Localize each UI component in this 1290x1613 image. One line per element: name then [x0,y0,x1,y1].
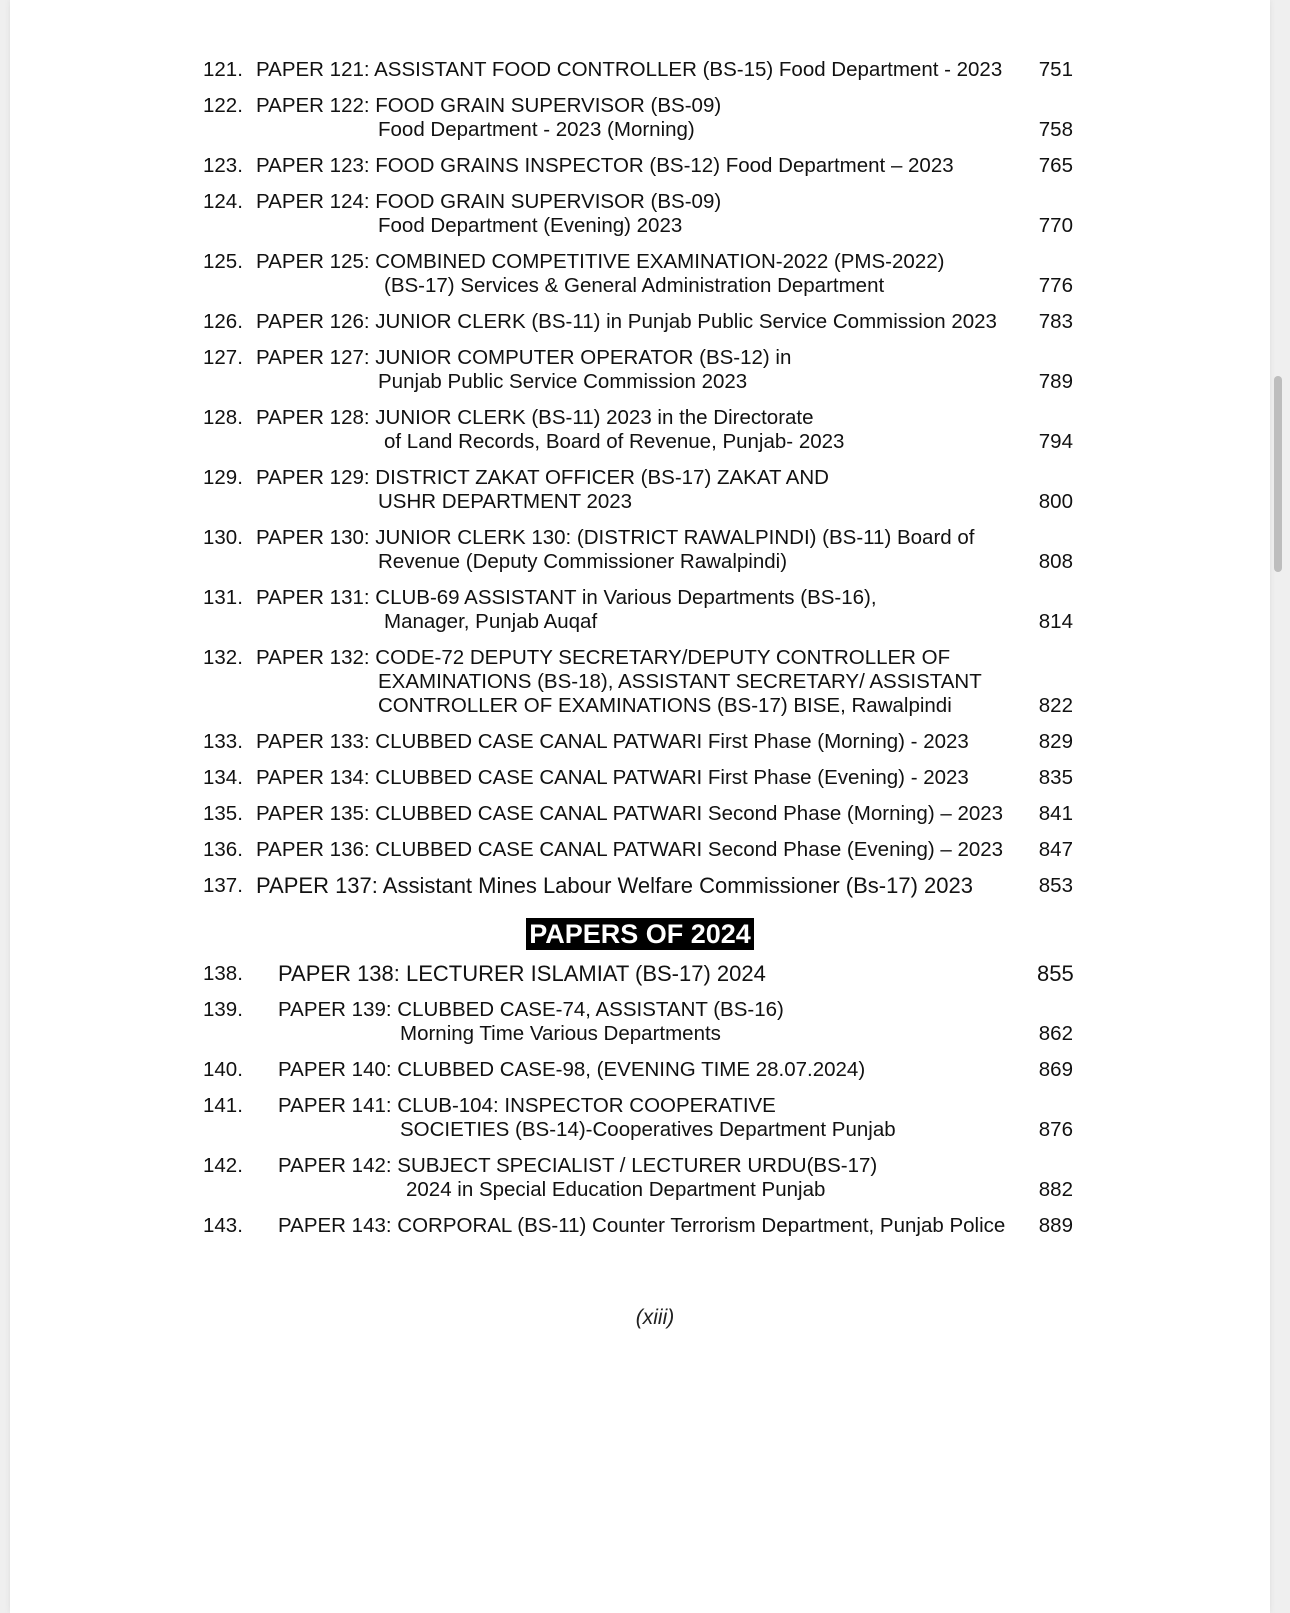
toc-entry-title-line: PAPER 135: CLUBBED CASE CANAL PATWARI Second Phase (Morning) – 2023 [256,802,1004,825]
toc-entry-title-line: Punjab Public Service Commission 2023 [378,370,748,393]
toc-entry-title [256,766,1046,790]
toc-entry-title [256,730,1046,754]
toc-entry-page: 765 [1038,154,1073,177]
toc-entry-page: 800 [1038,490,1073,513]
toc-entry-number: 138. [203,962,243,985]
toc-entry-title-line: PAPER 139: CLUBBED CASE-74, ASSISTANT (BS-16) [278,998,784,1021]
toc-entry-title [278,1214,1068,1238]
toc-entry-page: 835 [1038,766,1073,789]
toc-entry-title [256,346,1046,394]
toc-entry-page: 829 [1038,730,1073,753]
toc-entry-number: 142. [203,1154,243,1177]
toc-entry-title-line: PAPER 129: DISTRICT ZAKAT OFFICER (BS-17) ZAKAT AND [256,466,829,489]
toc-entry[interactable] [10,998,1270,1046]
toc-entry-number: 137. [203,874,243,897]
toc-entry-title-line: PAPER 141: CLUB-104: INSPECTOR COOPERATIVE [278,1094,776,1117]
toc-entry-page: 853 [1038,874,1073,897]
toc-entry-page: 876 [1038,1118,1073,1141]
toc-entry-page: 862 [1038,1022,1073,1045]
toc-entry[interactable] [10,838,1270,862]
toc-entry-title-line: PAPER 126: JUNIOR CLERK (BS-11) in Punjab Public Service Commission 2023 [256,310,997,333]
toc-entry-title-line: PAPER 133: CLUBBED CASE CANAL PATWARI First Phase (Morning) - 2023 [256,730,969,753]
toc-entry-number: 131. [203,586,243,609]
toc-entry-page: 751 [1038,58,1073,81]
scrollbar-thumb[interactable] [1274,376,1282,572]
toc-entry[interactable] [10,766,1270,790]
toc-entry-title [256,646,1046,718]
toc-entry-number: 125. [203,250,243,273]
toc-entry-page: 814 [1038,610,1073,633]
toc-entry[interactable] [10,94,1270,142]
toc-entry-number: 126. [203,310,243,333]
toc-entry[interactable] [10,250,1270,298]
toc-entry-page: 808 [1038,550,1073,573]
page-number: (xiii) [635,1306,675,1329]
toc-entry-title-line: PAPER 138: LECTURER ISLAMIAT (BS-17) 2024 [278,961,766,986]
toc-entry[interactable] [10,466,1270,514]
section-heading-wrap [10,918,1290,950]
toc-entry-page: 822 [1038,694,1073,717]
toc-entry-number: 123. [203,154,243,177]
toc-entry-title [256,58,1046,82]
toc-entry[interactable] [10,962,1270,986]
toc-entry[interactable] [10,646,1270,718]
toc-entry-title-line: PAPER 134: CLUBBED CASE CANAL PATWARI First Phase (Evening) - 2023 [256,766,969,789]
toc-entry-title-line: PAPER 125: COMBINED COMPETITIVE EXAMINATION-2022 (PMS-2022) [256,250,945,273]
toc-entry-page: 855 [1037,961,1074,986]
toc-entry-number: 127. [203,346,243,369]
toc-entry-number: 129. [203,466,243,489]
toc-entry[interactable] [10,1214,1270,1238]
toc-entry-title-line: Food Department - 2023 (Morning) [378,118,695,141]
toc-entry-number: 136. [203,838,243,861]
toc-entry-number: 141. [203,1094,243,1117]
toc-entry-title [256,406,1046,454]
toc-entry-title-line: PAPER 140: CLUBBED CASE-98, (EVENING TIME 28.07.2024) [278,1058,866,1081]
toc-entry-title-line: PAPER 123: FOOD GRAINS INSPECTOR (BS-12) Food Department – 2023 [256,154,954,177]
toc-entry[interactable] [10,1058,1270,1082]
toc-entry[interactable] [10,526,1270,574]
toc-entry-title-line: PAPER 121: ASSISTANT FOOD CONTROLLER (BS-15) Food Department - 2023 [256,58,1003,81]
toc-entry-title [256,526,1046,574]
toc-entry-title [278,1094,1068,1142]
toc-entry-page: 847 [1038,838,1073,861]
toc-entry-page: 841 [1038,802,1073,825]
toc-entry-title-line: CONTROLLER OF EXAMINATIONS (BS-17) BISE, Rawalpindi [378,694,952,717]
toc-entry-title-line: of Land Records, Board of Revenue, Punjab- 2023 [384,430,845,453]
toc-entry-page: 758 [1038,118,1073,141]
toc-entry-page: 770 [1038,214,1073,237]
toc-entry-number: 122. [203,94,243,117]
toc-entry-title-line: PAPER 142: SUBJECT SPECIALIST / LECTURER URDU(BS-17) [278,1154,878,1177]
toc-entry-page: 882 [1038,1178,1073,1201]
toc-entry-title [278,998,1068,1046]
toc-entry-page: 794 [1038,430,1073,453]
toc-entry-number: 124. [203,190,243,213]
toc-entry-title [256,94,1046,142]
toc-entry-number: 135. [203,802,243,825]
toc-entry-title-line: 2024 in Special Education Department Punjab [406,1178,826,1201]
toc-entry-title [256,154,1046,178]
toc-entry-page: 783 [1038,310,1073,333]
toc-entry-title [256,190,1046,238]
toc-entry[interactable] [10,1094,1270,1142]
toc-entry-page: 789 [1038,370,1073,393]
toc-entry-number: 143. [203,1214,243,1237]
toc-entry-title-line: USHR DEPARTMENT 2023 [378,490,633,513]
toc-entry-title-line: PAPER 130: JUNIOR CLERK 130: (DISTRICT RAWALPINDI) (BS-11) Board of [256,526,975,549]
toc-entry-number: 130. [203,526,243,549]
toc-entry[interactable] [10,586,1270,634]
toc-entry-title-line: PAPER 131: CLUB-69 ASSISTANT in Various Departments (BS-16), [256,586,877,609]
document-page [10,0,1270,1613]
toc-entry-title [256,250,1046,298]
toc-entry-number: 121. [203,58,243,81]
toc-entry-title [278,962,1068,986]
toc-entry-title [256,586,1046,634]
toc-entry-title-line: Revenue (Deputy Commissioner Rawalpindi) [378,550,788,573]
toc-entry-title-line: Morning Time Various Departments [400,1022,721,1045]
toc-entry-title-line: PAPER 136: CLUBBED CASE CANAL PATWARI Second Phase (Evening) – 2023 [256,838,1004,861]
toc-entry-title-line: PAPER 143: CORPORAL (BS-11) Counter Terrorism Department, Punjab Police [278,1214,1006,1237]
toc-entry-title-line: (BS-17) Services & General Administration Department [384,274,885,297]
toc-entry[interactable] [10,154,1270,178]
toc-entry[interactable] [10,874,1270,898]
toc-entry-number: 128. [203,406,243,429]
toc-entry-title [256,802,1046,826]
toc-entry-title [256,310,1046,334]
toc-entry-title-line: PAPER 137: Assistant Mines Labour Welfare Commissioner (Bs-17) 2023 [256,873,973,898]
toc-entry-number: 134. [203,766,243,789]
toc-entry-number: 132. [203,646,243,669]
toc-entry-number: 139. [203,998,243,1021]
toc-entry[interactable] [10,310,1270,334]
toc-entry[interactable] [10,190,1270,238]
toc-entry-title [256,874,1046,898]
toc-entry[interactable] [10,346,1270,394]
toc-entry[interactable] [10,58,1270,82]
toc-entry-title [278,1154,1068,1202]
toc-entry-page: 776 [1038,274,1073,297]
toc-entry-number: 133. [203,730,243,753]
toc-entry-title-line: SOCIETIES (BS-14)-Cooperatives Department Punjab [400,1118,896,1141]
toc-entry-title-line: EXAMINATIONS (BS-18), ASSISTANT SECRETARY/ ASSISTANT [378,670,982,693]
toc-entry-number: 140. [203,1058,243,1081]
toc-entry-title-line: PAPER 132: CODE-72 DEPUTY SECRETARY/DEPUTY CONTROLLER OF [256,646,951,669]
toc-entry-title-line: PAPER 128: JUNIOR CLERK (BS-11) 2023 in the Directorate [256,406,814,429]
toc-entry-page: 889 [1038,1214,1073,1237]
toc-entry[interactable] [10,1154,1270,1202]
toc-entry-title-line: PAPER 127: JUNIOR COMPUTER OPERATOR (BS-12) in [256,346,792,369]
toc-entry-title [256,466,1046,514]
toc-entry[interactable] [10,802,1270,826]
section-heading: PAPERS OF 2024 [526,918,754,950]
toc-entry[interactable] [10,730,1270,754]
toc-entry-title [256,838,1046,862]
toc-entry-title [278,1058,1068,1082]
toc-entry-title-line: Manager, Punjab Auqaf [384,610,598,633]
toc-entry-page: 869 [1038,1058,1073,1081]
toc-entry-title-line: PAPER 124: FOOD GRAIN SUPERVISOR (BS-09) [256,190,722,213]
toc-entry[interactable] [10,406,1270,454]
toc-entry-title-line: PAPER 122: FOOD GRAIN SUPERVISOR (BS-09) [256,94,722,117]
toc-entry-title-line: Food Department (Evening) 2023 [378,214,683,237]
